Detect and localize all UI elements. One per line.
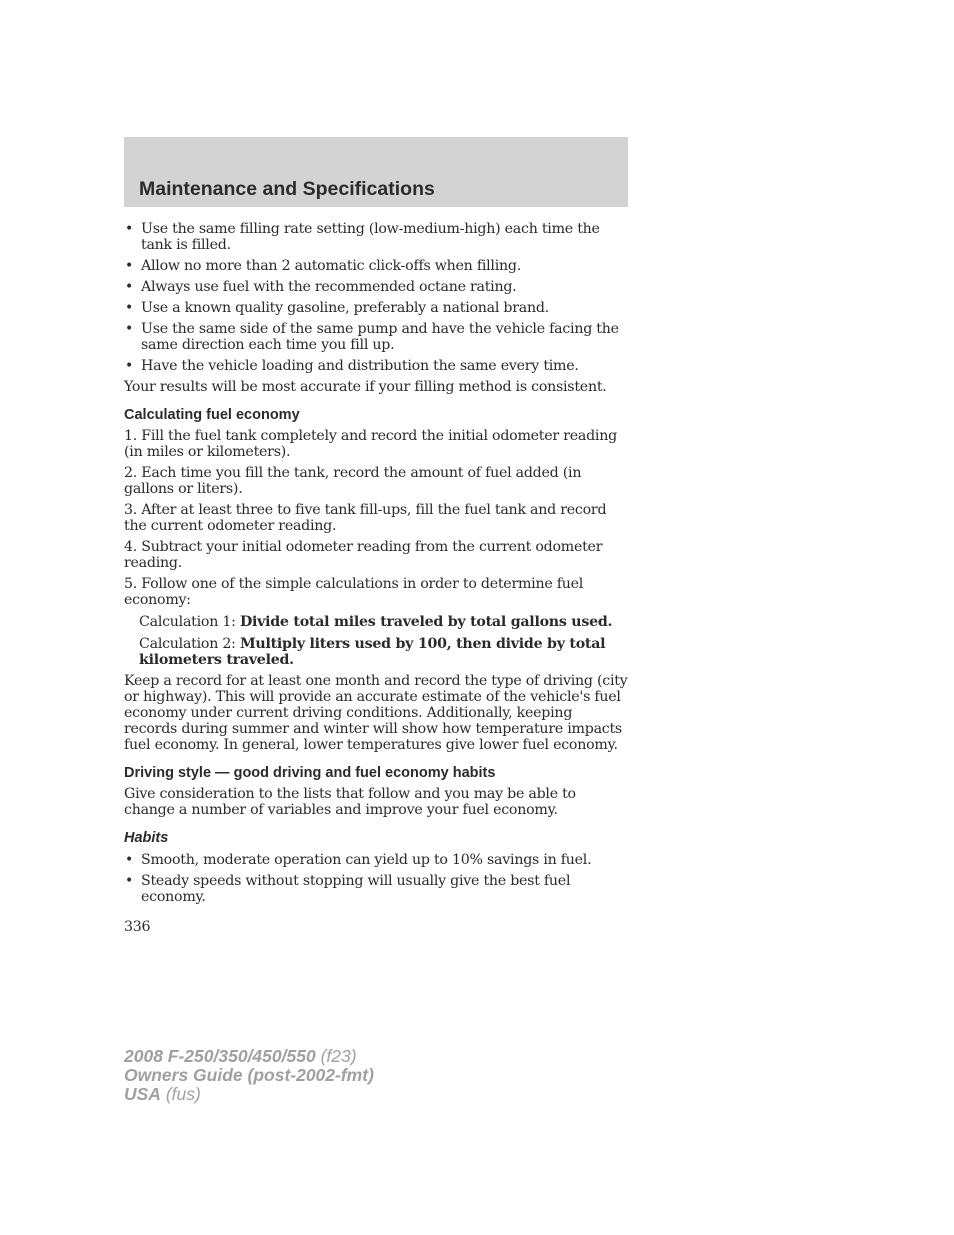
fuel-fill-tips-list [124,221,628,374]
section-title: Maintenance and Specifications [139,178,435,200]
bullet-icon: • [125,321,134,337]
section-header-band [124,137,628,207]
bullet-icon: • [125,873,134,889]
calculation-2: Calculation 2: Multiply liters used by 100, then divide by total kilometers traveled. [139,636,606,668]
bullet-icon: • [125,358,134,374]
list-item: • Smooth, moderate operation can yield up to 10% savings in fuel. [125,852,592,868]
record-note: Keep a record for at least one month and record the type of driving (city or highway). This will provide an accurate estimate of the vehicle's fuel economy under current driving conditions. Additionally, keeping records during summer and winter will show how temperature impacts fuel economy. In general, lower temperatures give lower fuel economy. [124,673,628,753]
calculating-heading: Calculating fuel economy [124,407,300,423]
footer-line-2: Owners Guide (post-2002-fmt) [124,1065,374,1085]
list-item: • Allow no more than 2 automatic click-offs when filling. [125,258,521,274]
driving-style-heading: Driving style — good driving and fuel economy habits [124,765,496,781]
list-item: • Use the same side of the same pump and have the vehicle facing the same direction each time you fill up. [125,321,619,353]
footer-line-3: USA (fus) [124,1084,201,1104]
habits-list [124,852,628,905]
calc-step-1: 1. Fill the fuel tank completely and record the initial odometer reading (in miles or kilometers). [124,428,617,460]
page-number: 336 [124,919,151,935]
tips-summary: Your results will be most accurate if your filling method is consistent. [124,379,607,395]
list-item: • Always use fuel with the recommended octane rating. [125,279,517,295]
list-item: • Use a known quality gasoline, preferably a national brand. [125,300,549,316]
footer-line-1: 2008 F-250/350/450/550 (f23) [124,1046,357,1066]
calc-step-2: 2. Each time you fill the tank, record the amount of fuel added (in gallons or liters). [124,465,582,497]
driving-style-intro: Give consideration to the lists that follow and you may be able to change a number of variables and improve your fuel economy. [124,786,576,818]
calc-step-4: 4. Subtract your initial odometer reading from the current odometer reading. [124,539,603,571]
bullet-icon: • [125,852,134,868]
list-item: • Use the same filling rate setting (low-medium-high) each time the tank is filled. [125,221,600,253]
bullet-icon: • [125,300,134,316]
page-content [124,221,628,935]
document-footer [124,1047,374,1104]
list-item: • Steady speeds without stopping will usually give the best fuel economy. [125,873,571,905]
list-item: • Have the vehicle loading and distribution the same every time. [125,358,579,374]
habits-heading: Habits [124,830,169,846]
bullet-icon: • [125,258,134,274]
bullet-icon: • [125,221,134,237]
bullet-icon: • [125,279,134,295]
calculation-1: Calculation 1: Divide total miles traveled by total gallons used. [139,614,613,630]
calc-step-3: 3. After at least three to five tank fill-ups, fill the fuel tank and record the current odometer reading. [124,502,607,534]
calc-step-5: 5. Follow one of the simple calculations in order to determine fuel economy: [124,576,584,608]
